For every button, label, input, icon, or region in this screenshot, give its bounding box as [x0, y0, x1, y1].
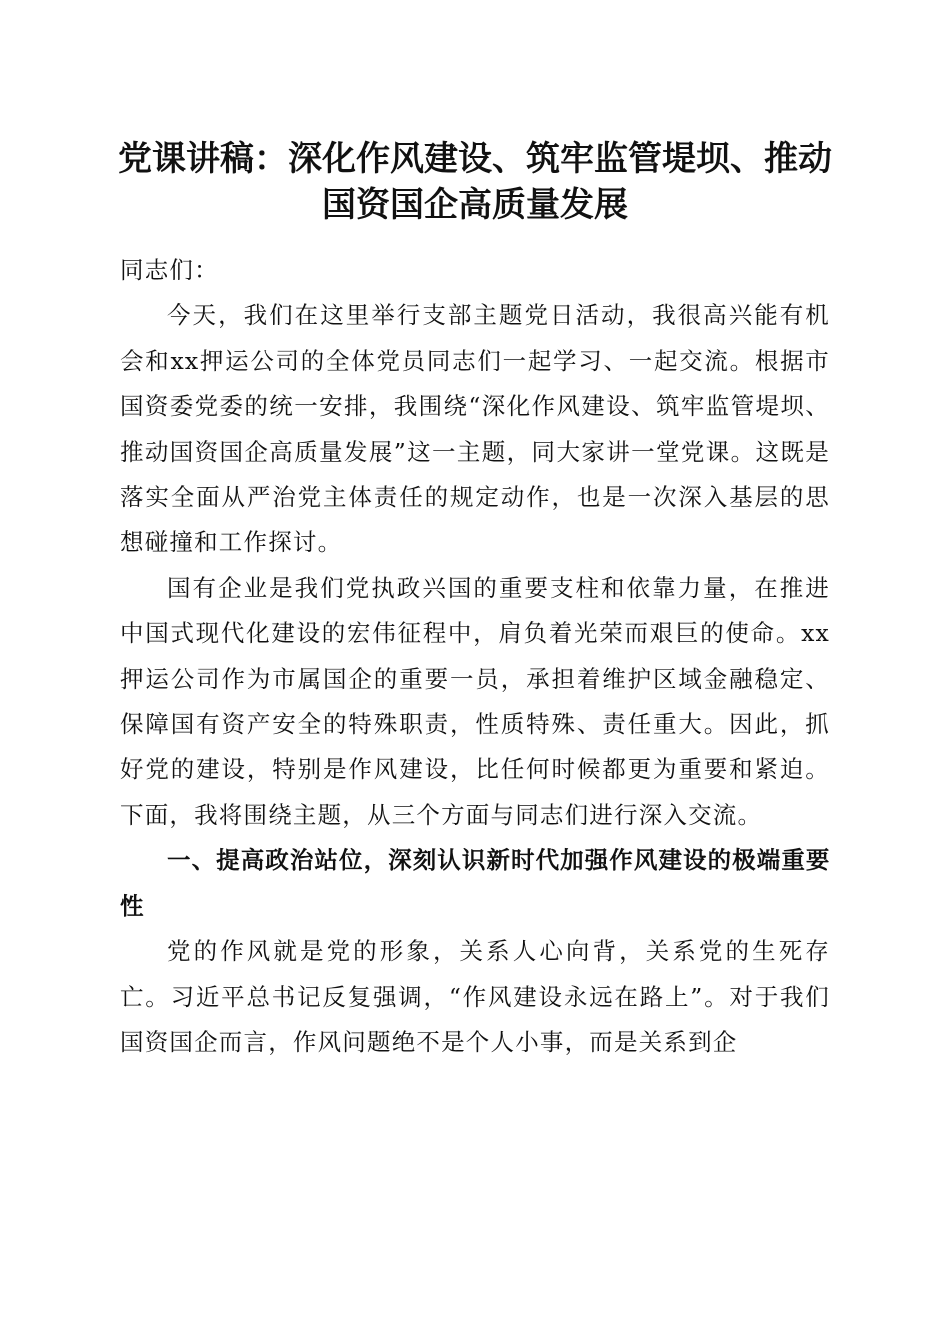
document-body: [120, 248, 830, 1065]
paragraph: 党的作风就是党的形象，关系人心向背，关系党的生死存亡。习近平总书记反复强调，“作风建设永远在路上”。对于我们国资国企而言，作风问题绝不是个人小事，而是关系到企: [120, 937, 830, 1056]
document-title: 党课讲稿：深化作风建设、筑牢监管堤坝、推动国资国企高质量发展: [118, 139, 832, 225]
salutation: 同志们：: [120, 256, 219, 284]
paragraph: 今天，我们在这里举行支部主题党日活动，我很高兴能有机会和xx押运公司的全体党员同志们一起学习、一起交流。根据市国资委党委的统一安排，我围绕“深化作风建设、筑牢监管堤坝、推动国资国企高质量发展”这一主题，同大家讲一堂党课。这既是落实全面从严治党主体责任的规定动作，也是一次深入基层的思想碰撞和工作探讨。: [120, 301, 830, 557]
paragraph: 国有企业是我们党执政兴国的重要支柱和依靠力量，在推进中国式现代化建设的宏伟征程中，肩负着光荣而艰巨的使命。xx押运公司作为市属国企的重要一员，承担着维护区域金融稳定、保障国有资产安全的特殊职责，性质特殊、责任重大。因此，抓好党的建设，特别是作风建设，比任何时候都更为重要和紧迫。下面，我将围绕主题，从三个方面与同志们进行深入交流。: [120, 573, 830, 829]
section-heading: 一、提高政治站位，深刻认识新时代加强作风建设的极端重要性: [120, 846, 830, 920]
